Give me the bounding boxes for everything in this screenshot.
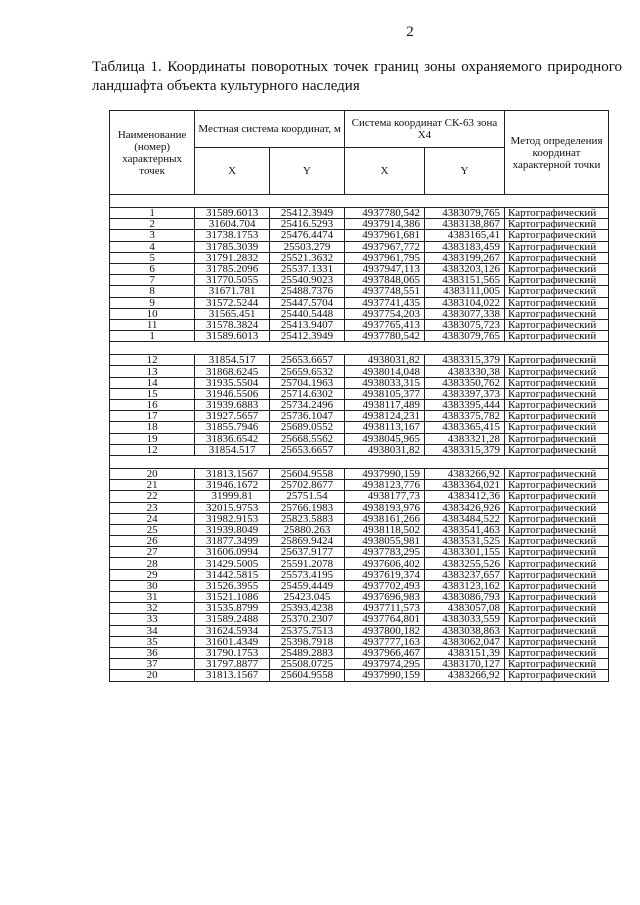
cell-local-x: 31927.5657 — [195, 411, 270, 422]
cell-sk63-x: 4938123,776 — [344, 480, 424, 491]
table-row — [110, 241, 609, 252]
cell-point-number: 16 — [110, 400, 195, 411]
cell-sk63-x: 4937777,163 — [344, 636, 424, 647]
table-row — [110, 319, 609, 330]
table-row — [110, 670, 609, 681]
cell-local-y: 25880.263 — [270, 524, 345, 535]
cell-point-number: 9 — [110, 297, 195, 308]
cell-local-y: 25653.6657 — [270, 444, 345, 455]
cell-sk63-y: 4383255,526 — [424, 558, 504, 569]
cell-point-number: 30 — [110, 580, 195, 591]
cell-point-number: 4 — [110, 241, 195, 252]
cell-method: Картографический — [505, 444, 609, 455]
cell-sk63-x: 4938113,167 — [344, 422, 424, 433]
cell-method: Картографический — [505, 366, 609, 377]
cell-local-x: 31836.6542 — [195, 433, 270, 444]
table-row — [110, 331, 609, 342]
cell-sk63-x: 4938105,377 — [344, 388, 424, 399]
header-sk63-y: Y — [424, 148, 504, 195]
cell-local-x: 31589.2488 — [195, 614, 270, 625]
cell-local-y: 25503.279 — [270, 241, 345, 252]
cell-local-x: 31813.1567 — [195, 468, 270, 479]
cell-sk63-y: 4383364,021 — [424, 480, 504, 491]
cell-local-y: 25766.1983 — [270, 502, 345, 513]
cell-sk63-y: 4383075,723 — [424, 319, 504, 330]
cell-method: Картографический — [505, 286, 609, 297]
cell-method: Картографический — [505, 355, 609, 366]
cell-local-y: 25637.9177 — [270, 547, 345, 558]
cell-method: Картографический — [505, 536, 609, 547]
header-name: Наименование (номер) характерных точек — [110, 111, 195, 195]
cell-method: Картографический — [505, 491, 609, 502]
table-row — [110, 625, 609, 636]
separator-cell — [110, 455, 609, 468]
table-row — [110, 480, 609, 491]
cell-local-y: 25604.9558 — [270, 468, 345, 479]
cell-sk63-x: 4937765,413 — [344, 319, 424, 330]
cell-point-number: 3 — [110, 230, 195, 241]
cell-local-y: 25591.2078 — [270, 558, 345, 569]
cell-method: Картографический — [505, 252, 609, 263]
header-local-x: X — [195, 148, 270, 195]
cell-sk63-y: 4383111,005 — [424, 286, 504, 297]
cell-sk63-x: 4938031,82 — [344, 355, 424, 366]
cell-sk63-y: 4383079,765 — [424, 331, 504, 342]
cell-local-x: 31429.5005 — [195, 558, 270, 569]
cell-local-x: 31946.5506 — [195, 388, 270, 399]
cell-local-x: 31535.8799 — [195, 603, 270, 614]
cell-local-x: 31770.5055 — [195, 275, 270, 286]
cell-local-y: 25537.1331 — [270, 263, 345, 274]
header-sk63: Система координат СК-63 зона Х4 — [344, 111, 504, 148]
table-row — [110, 286, 609, 297]
cell-sk63-x: 4937711,573 — [344, 603, 424, 614]
cell-method: Картографический — [505, 400, 609, 411]
cell-local-y: 25540.9023 — [270, 275, 345, 286]
cell-sk63-y: 4383350,762 — [424, 377, 504, 388]
table-row — [110, 513, 609, 524]
cell-sk63-x: 4938124,231 — [344, 411, 424, 422]
cell-method: Картографический — [505, 614, 609, 625]
cell-point-number: 26 — [110, 536, 195, 547]
cell-local-x: 31813.1567 — [195, 670, 270, 681]
cell-local-x: 31935.5504 — [195, 377, 270, 388]
cell-method: Картографический — [505, 297, 609, 308]
cell-point-number: 6 — [110, 263, 195, 274]
cell-sk63-y: 4383301,155 — [424, 547, 504, 558]
cell-method: Картографический — [505, 513, 609, 524]
cell-sk63-x: 4937966,467 — [344, 647, 424, 658]
cell-local-y: 25412.3949 — [270, 208, 345, 219]
cell-local-y: 25375.7513 — [270, 625, 345, 636]
cell-point-number: 18 — [110, 422, 195, 433]
cell-local-x: 31790.1753 — [195, 647, 270, 658]
cell-sk63-y: 4383151,39 — [424, 647, 504, 658]
cell-local-x: 31601.4349 — [195, 636, 270, 647]
cell-local-y: 25659.6532 — [270, 366, 345, 377]
cell-sk63-x: 4937990,159 — [344, 670, 424, 681]
table-row — [110, 536, 609, 547]
cell-point-number: 11 — [110, 319, 195, 330]
table-row — [110, 558, 609, 569]
cell-local-x: 31939.6883 — [195, 400, 270, 411]
table-row — [110, 208, 609, 219]
cell-local-x: 31868.6245 — [195, 366, 270, 377]
table-row — [110, 230, 609, 241]
cell-method: Картографический — [505, 480, 609, 491]
cell-local-x: 31999.81 — [195, 491, 270, 502]
cell-point-number: 2 — [110, 219, 195, 230]
cell-local-y: 25440.5448 — [270, 308, 345, 319]
table-row — [110, 263, 609, 274]
cell-sk63-x: 4937848,065 — [344, 275, 424, 286]
cell-local-y: 25393.4238 — [270, 603, 345, 614]
cell-local-x: 32015.9753 — [195, 502, 270, 513]
table-row — [110, 388, 609, 399]
cell-method: Картографический — [505, 230, 609, 241]
cell-local-x: 31854.517 — [195, 444, 270, 455]
cell-sk63-y: 4383375,782 — [424, 411, 504, 422]
cell-local-x: 31521.1086 — [195, 592, 270, 603]
header-sk63-x: X — [344, 148, 424, 195]
table-row — [110, 468, 609, 479]
cell-method: Картографический — [505, 502, 609, 513]
cell-method: Картографический — [505, 388, 609, 399]
cell-sk63-y: 4383315,379 — [424, 355, 504, 366]
cell-sk63-x: 4937990,159 — [344, 468, 424, 479]
cell-local-y: 25412.3949 — [270, 331, 345, 342]
header-local-system: Местная система координат, м — [195, 111, 345, 148]
cell-method: Картографический — [505, 580, 609, 591]
cell-sk63-y: 4383330,38 — [424, 366, 504, 377]
cell-sk63-x: 4938014,048 — [344, 366, 424, 377]
cell-point-number: 32 — [110, 603, 195, 614]
cell-method: Картографический — [505, 411, 609, 422]
cell-sk63-x: 4937800,182 — [344, 625, 424, 636]
table-row — [110, 433, 609, 444]
cell-local-x: 31982.9153 — [195, 513, 270, 524]
cell-sk63-x: 4938118,502 — [344, 524, 424, 535]
cell-sk63-y: 4383266,92 — [424, 468, 504, 479]
cell-sk63-y: 4383531,525 — [424, 536, 504, 547]
cell-sk63-x: 4938117,489 — [344, 400, 424, 411]
cell-local-y: 25489.2883 — [270, 647, 345, 658]
cell-local-x: 31791.2832 — [195, 252, 270, 263]
table-row — [110, 355, 609, 366]
table-row — [110, 422, 609, 433]
cell-point-number: 1 — [110, 208, 195, 219]
cell-local-y: 25734.2496 — [270, 400, 345, 411]
cell-local-x: 31939.8049 — [195, 524, 270, 535]
cell-sk63-x: 4938033,315 — [344, 377, 424, 388]
cell-method: Картографический — [505, 433, 609, 444]
cell-local-x: 31785.2096 — [195, 263, 270, 274]
cell-point-number: 37 — [110, 659, 195, 670]
cell-method: Картографический — [505, 558, 609, 569]
cell-sk63-y: 4383138,867 — [424, 219, 504, 230]
cell-sk63-y: 4383365,415 — [424, 422, 504, 433]
cell-local-x: 31578.3824 — [195, 319, 270, 330]
table-row — [110, 524, 609, 535]
cell-local-y: 25869.9424 — [270, 536, 345, 547]
table-row — [110, 502, 609, 513]
cell-local-x: 31854.517 — [195, 355, 270, 366]
cell-point-number: 20 — [110, 670, 195, 681]
cell-sk63-y: 4383203,126 — [424, 263, 504, 274]
cell-point-number: 17 — [110, 411, 195, 422]
cell-sk63-y: 4383266,92 — [424, 670, 504, 681]
cell-sk63-y: 4383426,926 — [424, 502, 504, 513]
cell-sk63-y: 4383151,565 — [424, 275, 504, 286]
cell-method: Картографический — [505, 569, 609, 580]
cell-local-y: 25488.7376 — [270, 286, 345, 297]
cell-sk63-x: 4938031,82 — [344, 444, 424, 455]
cell-point-number: 34 — [110, 625, 195, 636]
cell-sk63-x: 4937974,295 — [344, 659, 424, 670]
cell-sk63-x: 4938193,976 — [344, 502, 424, 513]
cell-sk63-x: 4937780,542 — [344, 331, 424, 342]
cell-local-y: 25459.4449 — [270, 580, 345, 591]
cell-sk63-x: 4937696,983 — [344, 592, 424, 603]
cell-sk63-y: 4383412,36 — [424, 491, 504, 502]
cell-sk63-y: 4383057,08 — [424, 603, 504, 614]
cell-sk63-x: 4937961,681 — [344, 230, 424, 241]
cell-point-number: 12 — [110, 444, 195, 455]
cell-point-number: 1 — [110, 331, 195, 342]
cell-local-x: 31797.8877 — [195, 659, 270, 670]
cell-sk63-x: 4937741,435 — [344, 297, 424, 308]
cell-point-number: 20 — [110, 468, 195, 479]
cell-point-number: 36 — [110, 647, 195, 658]
cell-local-x: 31785.3039 — [195, 241, 270, 252]
cell-sk63-y: 4383079,765 — [424, 208, 504, 219]
cell-method: Картографический — [505, 308, 609, 319]
cell-method: Картографический — [505, 208, 609, 219]
cell-method: Картографический — [505, 524, 609, 535]
cell-local-x: 31589.6013 — [195, 331, 270, 342]
cell-method: Картографический — [505, 377, 609, 388]
cell-method: Картографический — [505, 603, 609, 614]
cell-method: Картографический — [505, 275, 609, 286]
table-row — [110, 614, 609, 625]
cell-sk63-x: 4937967,772 — [344, 241, 424, 252]
table-row — [110, 491, 609, 502]
group-separator — [110, 342, 609, 355]
cell-sk63-y: 4383086,793 — [424, 592, 504, 603]
cell-method: Картографический — [505, 468, 609, 479]
table-row — [110, 647, 609, 658]
cell-local-y: 25398.7918 — [270, 636, 345, 647]
cell-method: Картографический — [505, 331, 609, 342]
cell-local-x: 31526.3955 — [195, 580, 270, 591]
cell-sk63-x: 4938055,981 — [344, 536, 424, 547]
table-row — [110, 400, 609, 411]
cell-point-number: 33 — [110, 614, 195, 625]
cell-point-number: 27 — [110, 547, 195, 558]
cell-local-y: 25736.1047 — [270, 411, 345, 422]
cell-method: Картографический — [505, 636, 609, 647]
cell-local-x: 31604.704 — [195, 219, 270, 230]
cell-local-y: 25476.4474 — [270, 230, 345, 241]
cell-local-y: 25704.1963 — [270, 377, 345, 388]
cell-point-number: 12 — [110, 355, 195, 366]
cell-sk63-y: 4383170,127 — [424, 659, 504, 670]
cell-sk63-x: 4937780,542 — [344, 208, 424, 219]
caption-text: Таблица 1. Координаты поворотных точек границ зоны охраняемого природного ландшафта объекта культурного наследия — [92, 59, 622, 94]
table-row — [110, 219, 609, 230]
spacer-row — [110, 195, 609, 208]
cell-point-number: 14 — [110, 377, 195, 388]
cell-sk63-y: 4383315,379 — [424, 444, 504, 455]
cell-sk63-x: 4937754,203 — [344, 308, 424, 319]
cell-local-y: 25521.3632 — [270, 252, 345, 263]
cell-sk63-y: 4383123,162 — [424, 580, 504, 591]
table-row — [110, 297, 609, 308]
table-row — [110, 603, 609, 614]
cell-sk63-y: 4383062,047 — [424, 636, 504, 647]
header-method: Метод определения координат характерной точки — [505, 111, 609, 195]
cell-sk63-y: 4383484,522 — [424, 513, 504, 524]
cell-method: Картографический — [505, 647, 609, 658]
cell-sk63-x: 4937947,113 — [344, 263, 424, 274]
table-row — [110, 444, 609, 455]
cell-sk63-x: 4937783,295 — [344, 547, 424, 558]
cell-local-y: 25508.0725 — [270, 659, 345, 670]
cell-point-number: 21 — [110, 480, 195, 491]
cell-local-x: 31946.1672 — [195, 480, 270, 491]
cell-point-number: 31 — [110, 592, 195, 603]
cell-local-y: 25653.6657 — [270, 355, 345, 366]
cell-local-x: 31671.781 — [195, 286, 270, 297]
cell-method: Картографический — [505, 219, 609, 230]
cell-sk63-x: 4937914,386 — [344, 219, 424, 230]
table-row — [110, 547, 609, 558]
cell-method: Картографический — [505, 422, 609, 433]
cell-local-x: 31877.3499 — [195, 536, 270, 547]
table-row — [110, 636, 609, 647]
cell-local-x: 31589.6013 — [195, 208, 270, 219]
header-local-y: Y — [270, 148, 345, 195]
cell-local-y: 25423.045 — [270, 592, 345, 603]
cell-local-y: 25573.4195 — [270, 569, 345, 580]
cell-method: Картографический — [505, 319, 609, 330]
table-body — [110, 208, 609, 682]
cell-local-x: 31565.451 — [195, 308, 270, 319]
table-row — [110, 659, 609, 670]
cell-sk63-x: 4937748,551 — [344, 286, 424, 297]
cell-local-y: 25604.9558 — [270, 670, 345, 681]
group-separator — [110, 455, 609, 468]
table-row — [110, 366, 609, 377]
cell-sk63-y: 4383183,459 — [424, 241, 504, 252]
cell-local-x: 31442.5815 — [195, 569, 270, 580]
cell-sk63-y: 4383395,444 — [424, 400, 504, 411]
cell-sk63-y: 4383077,338 — [424, 308, 504, 319]
table-row — [110, 275, 609, 286]
coordinates-table — [109, 110, 609, 682]
cell-sk63-y: 4383199,267 — [424, 252, 504, 263]
cell-point-number: 28 — [110, 558, 195, 569]
cell-sk63-x: 4938045,965 — [344, 433, 424, 444]
cell-local-y: 25689.0552 — [270, 422, 345, 433]
separator-cell — [110, 342, 609, 355]
cell-method: Картографический — [505, 263, 609, 274]
cell-local-y: 25714.6302 — [270, 388, 345, 399]
cell-point-number: 13 — [110, 366, 195, 377]
cell-sk63-x: 4938177,73 — [344, 491, 424, 502]
table-row — [110, 592, 609, 603]
cell-method: Картографический — [505, 659, 609, 670]
cell-sk63-x: 4937702,493 — [344, 580, 424, 591]
cell-local-x: 31738.1753 — [195, 230, 270, 241]
cell-point-number: 8 — [110, 286, 195, 297]
cell-local-x: 31606.0994 — [195, 547, 270, 558]
cell-local-x: 31572.5244 — [195, 297, 270, 308]
cell-method: Картографический — [505, 670, 609, 681]
cell-point-number: 25 — [110, 524, 195, 535]
cell-local-y: 25370.2307 — [270, 614, 345, 625]
cell-method: Картографический — [505, 547, 609, 558]
cell-local-y: 25447.5704 — [270, 297, 345, 308]
cell-sk63-x: 4937961,795 — [344, 252, 424, 263]
cell-sk63-y: 4383321,28 — [424, 433, 504, 444]
cell-local-y: 25413.9407 — [270, 319, 345, 330]
cell-sk63-y: 4383165,41 — [424, 230, 504, 241]
cell-local-y: 25823.5883 — [270, 513, 345, 524]
table-row — [110, 377, 609, 388]
cell-point-number: 23 — [110, 502, 195, 513]
cell-method: Картографический — [505, 625, 609, 636]
table-row — [110, 569, 609, 580]
cell-sk63-y: 4383033,559 — [424, 614, 504, 625]
cell-local-y: 25416.5293 — [270, 219, 345, 230]
cell-sk63-y: 4383038,863 — [424, 625, 504, 636]
table-row — [110, 411, 609, 422]
cell-point-number: 10 — [110, 308, 195, 319]
cell-sk63-x: 4937764,801 — [344, 614, 424, 625]
cell-point-number: 15 — [110, 388, 195, 399]
table-row — [110, 308, 609, 319]
cell-local-x: 31855.7946 — [195, 422, 270, 433]
page-number: 2 — [406, 24, 414, 40]
cell-sk63-y: 4383541,463 — [424, 524, 504, 535]
cell-point-number: 22 — [110, 491, 195, 502]
cell-local-y: 25668.5562 — [270, 433, 345, 444]
cell-sk63-y: 4383104,022 — [424, 297, 504, 308]
cell-point-number: 35 — [110, 636, 195, 647]
table-row — [110, 580, 609, 591]
cell-sk63-x: 4938161,266 — [344, 513, 424, 524]
cell-sk63-x: 4937606,402 — [344, 558, 424, 569]
cell-point-number: 5 — [110, 252, 195, 263]
cell-method: Картографический — [505, 241, 609, 252]
cell-sk63-y: 4383397,373 — [424, 388, 504, 399]
cell-sk63-x: 4937619,374 — [344, 569, 424, 580]
cell-local-y: 25751.54 — [270, 491, 345, 502]
cell-method: Картографический — [505, 592, 609, 603]
cell-sk63-y: 4383237,657 — [424, 569, 504, 580]
cell-point-number: 7 — [110, 275, 195, 286]
cell-local-x: 31624.5934 — [195, 625, 270, 636]
table-row — [110, 252, 609, 263]
cell-local-y: 25702.8677 — [270, 480, 345, 491]
table-caption — [92, 58, 622, 96]
cell-point-number: 29 — [110, 569, 195, 580]
cell-point-number: 19 — [110, 433, 195, 444]
cell-point-number: 24 — [110, 513, 195, 524]
